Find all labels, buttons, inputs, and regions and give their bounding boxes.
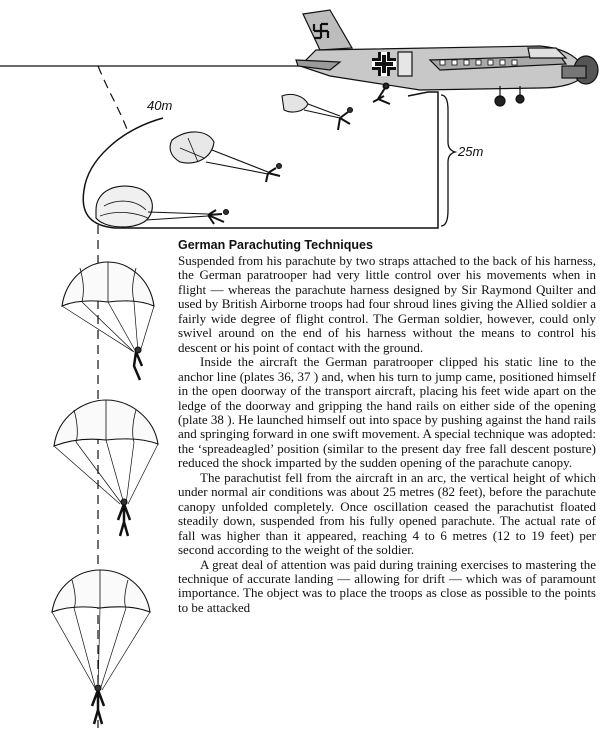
deploying-canopy <box>96 186 229 227</box>
streaming-parachute <box>282 94 353 130</box>
trajectory-dashed-line <box>98 66 128 728</box>
transport-aircraft <box>296 10 598 106</box>
article-paragraph-4: A great deal of attention was paid during training exercises to mastering the technique of accurate landing — allowing for drift — which was of paramount importance. The object was to place the troops as close as possible to the points to be attacked <box>178 556 596 615</box>
descending-parachute-2 <box>54 400 158 536</box>
jumper-figure <box>373 84 390 105</box>
article-heading: German Parachuting Techniques <box>178 238 373 252</box>
vertical-height-brace <box>441 95 455 226</box>
horizontal-distance-label: 40m <box>147 98 173 113</box>
article-text <box>178 238 596 615</box>
article-paragraph-2: Inside the aircraft the German paratrooper clipped his static line to the anchor line (plates 36, 37 ) and, when his turn to jump came, positioned himself in the open doorway of the transport aircraft, placing his feet wide apart on the ledge of the doorway and gripping the hand rails on either side of the opening (plate 38 ). He launched himself out into space by pushing against the hand rails and springing forward in one swift movement. A special technique was adopted: the ‘spreadeagled’ position (similar to the present day free fall descent posture) reduced the shock imparted by the sudden opening of the parachute canopy. <box>178 354 596 471</box>
vertical-height-label: 25m <box>458 144 484 159</box>
descending-parachute-1 <box>62 262 154 380</box>
article-paragraph-1: Suspended from his parachute by two straps attached to the back of his harness, the German paratrooper had very little control over his movements when in flight — whereas the parachute harness designed by Sir Raymond Quilter and used by British Airborne troops had four shroud lines giving the Allied soldier a fairly wide degree of flight control. The German soldier, however, could only swivel around on the end of his harness without the means to control his descent or his point of contact with the ground. <box>178 253 596 355</box>
descending-parachute-3 <box>52 570 150 724</box>
opening-parachute <box>170 132 281 182</box>
article-paragraph-3: The parachutist fell from the aircraft in an arc, the vertical height of which under normal air conditions was about 25 metres (82 feet), before the parachute canopy unfolded completely. Once oscillation ceased the parachutist floated steadily down, suspended from his fully opened parachute. The actual rate of fall was higher than it appeared, reaching 4 to 6 metres (12 to 19 feet) per second according to the weight of the soldier. <box>178 469 596 558</box>
